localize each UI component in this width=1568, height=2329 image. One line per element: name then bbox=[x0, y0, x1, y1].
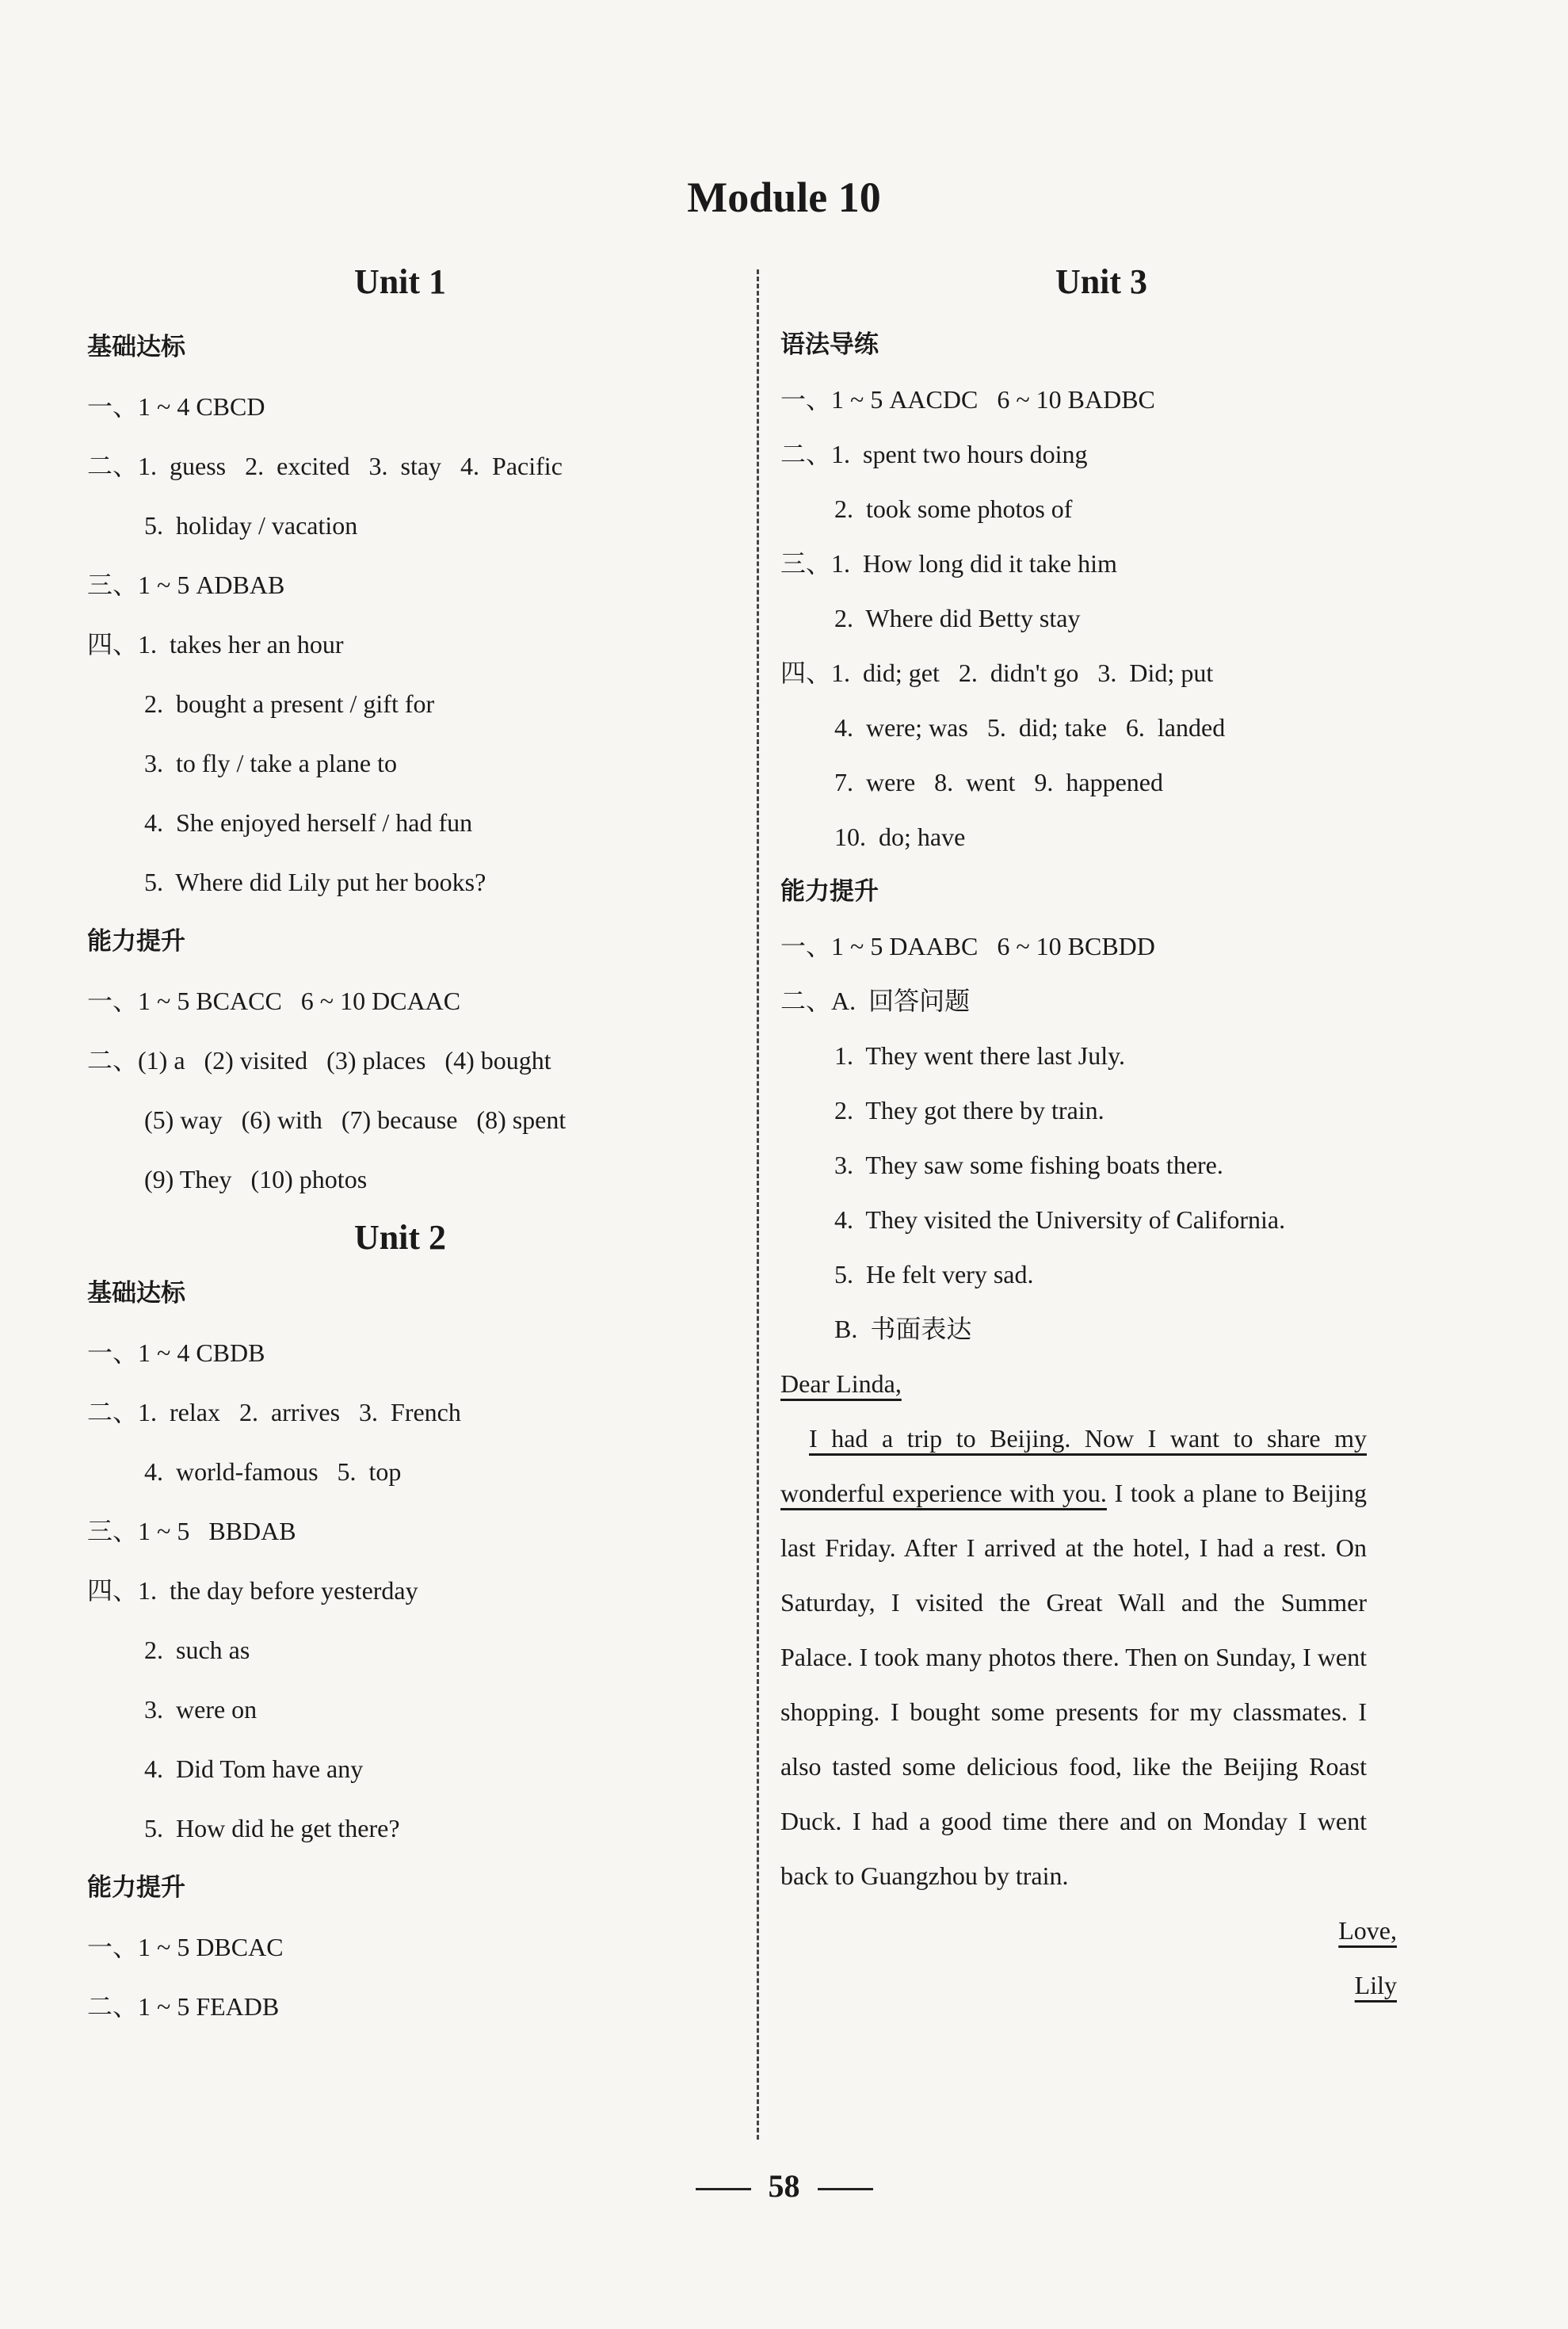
answer-line: 二、(1) a (2) visited (3) places (4) bought bbox=[87, 1046, 551, 1075]
answer-line: 一、1 ~ 5 DBCAC bbox=[87, 1933, 284, 1961]
answer-line: 7. were 8. went 9. happened bbox=[834, 768, 1163, 796]
answer-line: 一、1 ~ 5 BCACC 6 ~ 10 DCAAC bbox=[87, 987, 461, 1015]
answer-line: 4. world-famous 5. top bbox=[144, 1457, 402, 1486]
answer-line: 二、1. relax 2. arrives 3. French bbox=[87, 1398, 461, 1426]
dash-left bbox=[696, 2188, 751, 2190]
answer-line: 一、1 ~ 4 CBCD bbox=[87, 392, 265, 421]
answer-line: 4. Did Tom have any bbox=[144, 1754, 364, 1783]
answer-line: 10. do; have bbox=[834, 823, 966, 851]
answer-line: 2. bought a present / gift for bbox=[144, 689, 435, 718]
left-column bbox=[87, 262, 729, 2037]
unit1-basic-heading: 基础达标 bbox=[87, 333, 185, 361]
unit1-title: Unit 1 bbox=[353, 262, 447, 301]
unit3-improve-heading: 能力提升 bbox=[780, 877, 879, 906]
answer-line: 2. Where did Betty stay bbox=[834, 604, 1081, 632]
right-column bbox=[780, 262, 1422, 2013]
answer-line: 三、1. How long did it take him bbox=[780, 549, 1117, 578]
letter-body bbox=[780, 1411, 1367, 1903]
answer-line: 四、1. did; get 2. didn't go 3. Did; put bbox=[780, 659, 1214, 687]
answer-line: B. 书面表达 bbox=[834, 1315, 972, 1343]
answer-line: (5) way (6) with (7) because (8) spent bbox=[144, 1105, 567, 1134]
answer-line: 四、1. takes her an hour bbox=[87, 630, 344, 659]
letter-closing: Love, bbox=[1338, 1916, 1397, 1945]
answer-line: 二、1. spent two hours doing bbox=[780, 440, 1088, 468]
answer-line: 2. took some photos of bbox=[834, 494, 1073, 523]
answer-line: 2. such as bbox=[144, 1636, 250, 1664]
answer-line: 4. were; was 5. did; take 6. landed bbox=[834, 713, 1226, 742]
page-number: 58 bbox=[0, 2167, 1568, 2205]
answer-line: 二、1. guess 2. excited 3. stay 4. Pacific bbox=[87, 452, 563, 480]
answer-line: 三、1 ~ 5 ADBAB bbox=[87, 571, 285, 599]
unit2-title: Unit 2 bbox=[353, 1218, 447, 1257]
answer-line: 4. She enjoyed herself / had fun bbox=[144, 808, 473, 837]
answer-line: 一、1 ~ 5 AACDC 6 ~ 10 BADBC bbox=[780, 385, 1155, 414]
page-title: Module 10 bbox=[687, 174, 881, 221]
answer-line: 3. They saw some fishing boats there. bbox=[834, 1151, 1223, 1179]
letter-body-text: I took a plane to Beijing last Friday. After I arrived at the hotel, I had a rest. On Saturday, I visited the Great Wall and the Summer Palace. I took many photos there. Then on Sunday, I went shopping. I bought some presents for my classmates. I also tasted some delicious food, like the Beijing Roast Duck. I had a good time there and on Monday I went back to Guangzhou by train. bbox=[780, 1479, 1368, 1890]
unit1-improve-heading: 能力提升 bbox=[87, 927, 185, 956]
answer-line: 二、A. 回答问题 bbox=[780, 987, 971, 1015]
letter-opening-sentence: I had a trip to Beijing. Now I want to share my wonderful experience with you. bbox=[780, 1424, 1367, 1507]
answer-line: 4. They visited the University of California. bbox=[834, 1205, 1286, 1234]
unit2-improve-heading: 能力提升 bbox=[87, 1873, 185, 1902]
answer-line: 一、1 ~ 4 CBDB bbox=[87, 1338, 265, 1367]
answer-line: 1. They went there last July. bbox=[834, 1041, 1126, 1070]
answer-line: 二、1 ~ 5 FEADB bbox=[87, 1992, 280, 2021]
unit2-basic-heading: 基础达标 bbox=[87, 1279, 185, 1308]
answer-line: (9) They (10) photos bbox=[144, 1165, 368, 1193]
answer-line: 3. to fly / take a plane to bbox=[144, 749, 398, 777]
unit3-grammar-heading: 语法导练 bbox=[780, 330, 879, 359]
letter-greeting: Dear Linda, bbox=[780, 1369, 902, 1398]
answer-line: 5. He felt very sad. bbox=[834, 1260, 1034, 1289]
answer-line: 5. Where did Lily put her books? bbox=[144, 868, 486, 896]
letter bbox=[780, 1357, 1367, 1903]
unit3-title: Unit 3 bbox=[1055, 262, 1148, 301]
letter-signature: Lily bbox=[1354, 1971, 1397, 1999]
answer-line: 三、1 ~ 5 BBDAB bbox=[87, 1517, 296, 1545]
answer-line: 3. were on bbox=[144, 1695, 258, 1724]
answer-line: 5. How did he get there? bbox=[144, 1814, 400, 1842]
answer-line: 2. They got there by train. bbox=[834, 1096, 1104, 1124]
answer-line: 四、1. the day before yesterday bbox=[87, 1576, 418, 1605]
answer-line: 一、1 ~ 5 DAABC 6 ~ 10 BCBDD bbox=[780, 932, 1155, 960]
column-divider bbox=[757, 269, 759, 2140]
answer-line: 5. holiday / vacation bbox=[144, 511, 358, 540]
dash-right bbox=[818, 2188, 873, 2190]
